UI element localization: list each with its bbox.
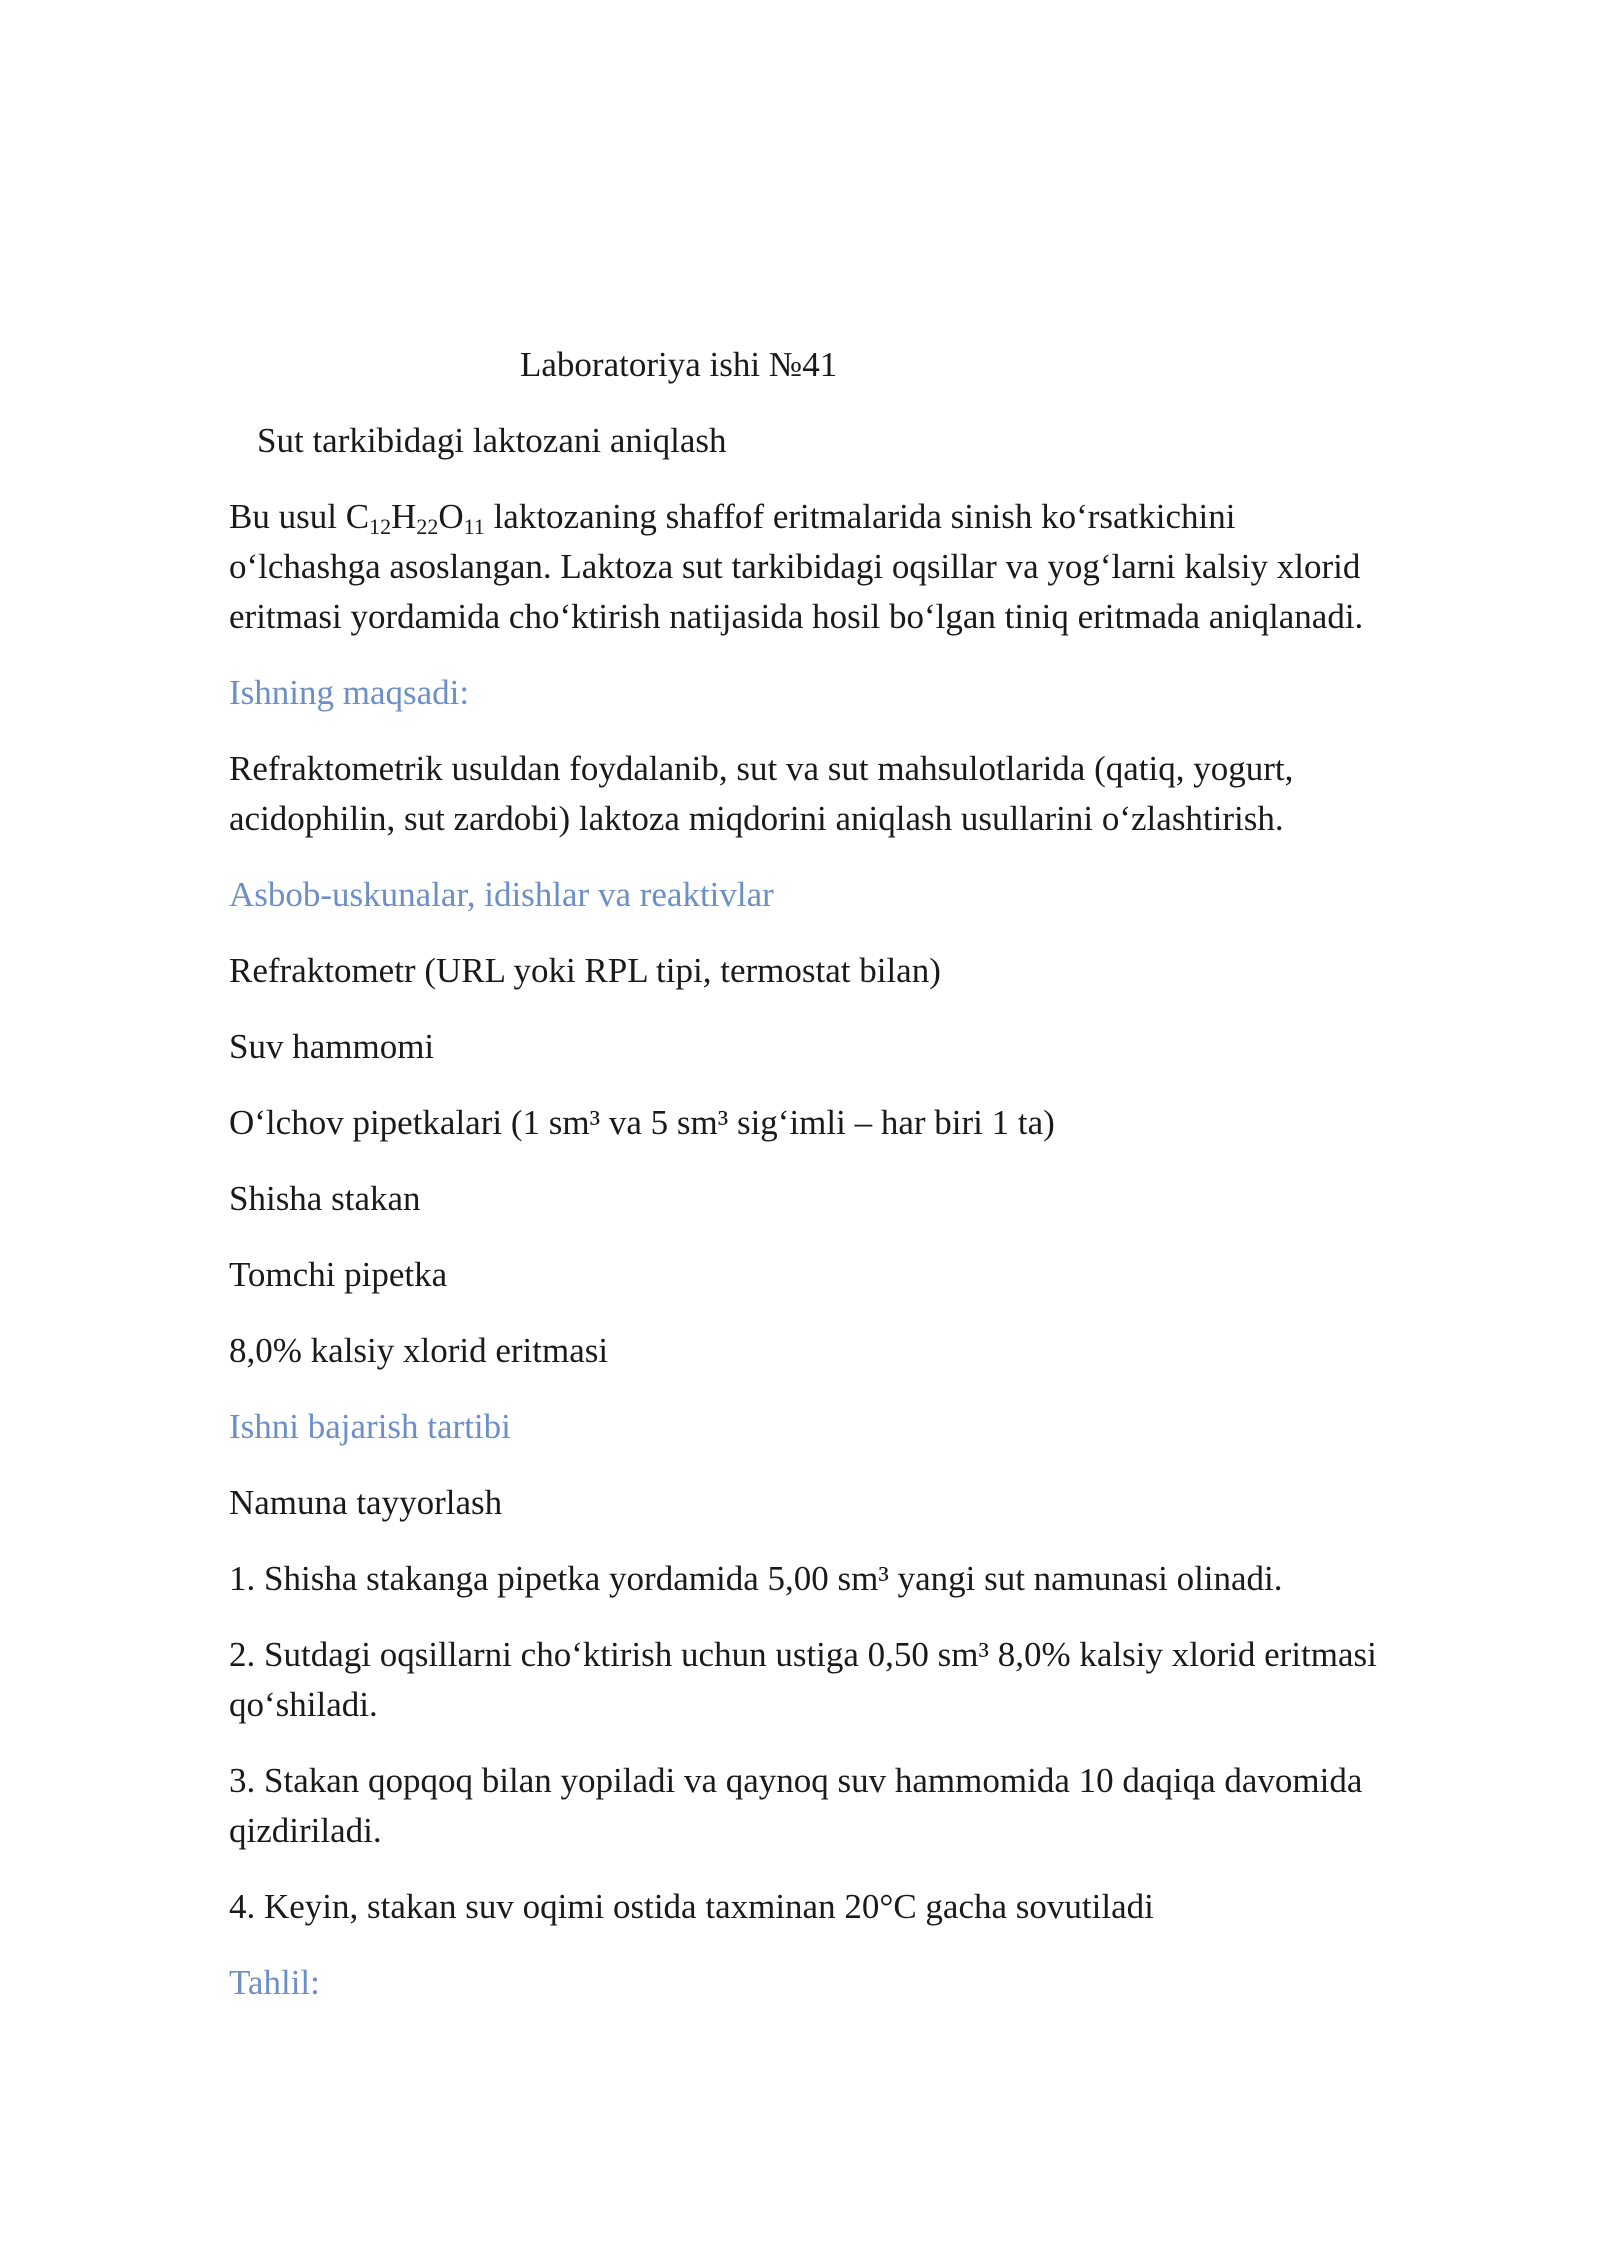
intro-line-1-rest: laktozaning shaffof eritmalarida sinish ko‘rsatkichini (484, 497, 1236, 536)
procedure-step-3-line-2: qizdiriladi. (229, 1811, 382, 1850)
equipment-item: Suv hammomi (229, 1027, 435, 1066)
goal-line-1: Refraktometrik usuldan foydalanib, sut va sut mahsulotlarida (qatiq, yogurt, (229, 749, 1294, 788)
procedure-heading: Ishni bajarish tartibi (229, 1407, 511, 1446)
intro-prefix: Bu usul (229, 497, 346, 536)
equipment-item: O‘lchov pipetkalari (1 sm³ va 5 sm³ sig‘imli – har biri 1 ta) (229, 1103, 1055, 1142)
intro-line-2: o‘lchashga asoslangan. Laktoza sut tarkibidagi oqsillar va yog‘larni kalsiy xlorid (229, 547, 1361, 586)
formula-c: C (345, 497, 370, 536)
equipment-heading: Asbob-uskunalar, idishlar va reaktivlar (229, 875, 774, 914)
procedure-step-2-line-2: qo‘shiladi. (229, 1685, 378, 1724)
procedure-step-1: 1. Shisha stakanga pipetka yordamida 5,00 sm³ yangi sut namunasi olinadi. (229, 1559, 1283, 1598)
equipment-item: Tomchi pipetka (229, 1255, 448, 1294)
document-title: Laboratoriya ishi №41 (520, 345, 838, 384)
procedure-step-4: 4. Keyin, stakan suv oqimi ostida taxminan 20°C gacha sovutiladi (229, 1887, 1154, 1926)
equipment-item: 8,0% kalsiy xlorid eritmasi (229, 1331, 609, 1370)
document-subtitle: Sut tarkibidagi laktozani aniqlash (257, 421, 727, 460)
goal-line-2: acidophilin, sut zardobi) laktoza miqdorini aniqlash usullarini o‘zlashtirish. (229, 799, 1284, 838)
formula-o-sub: 11 (463, 514, 485, 539)
procedure-step-3-line-1: 3. Stakan qopqoq bilan yopiladi va qaynoq suv hammomida 10 daqiqa davomida (229, 1761, 1363, 1800)
intro-line-3: eritmasi yordamida cho‘ktirish natijasida hosil bo‘lgan tiniq eritmada aniqlanadi. (229, 597, 1364, 636)
equipment-item: Refraktometr (URL yoki RPL tipi, termostat bilan) (229, 951, 941, 990)
equipment-item: Shisha stakan (229, 1179, 421, 1218)
formula-c-sub: 12 (369, 514, 392, 539)
formula-h: H (391, 497, 417, 536)
procedure-step-2-line-1: 2. Sutdagi oqsillarni cho‘ktirish uchun ustiga 0,50 sm³ 8,0% kalsiy xlorid eritmasi (229, 1635, 1377, 1674)
procedure-subheading: Namuna tayyorlash (229, 1483, 503, 1522)
analysis-heading: Tahlil: (229, 1963, 320, 2002)
intro-line-1 (229, 492, 1235, 542)
goal-heading: Ishning maqsadi: (229, 673, 470, 712)
formula-h-sub: 22 (416, 514, 439, 539)
formula-o: O (438, 497, 464, 536)
